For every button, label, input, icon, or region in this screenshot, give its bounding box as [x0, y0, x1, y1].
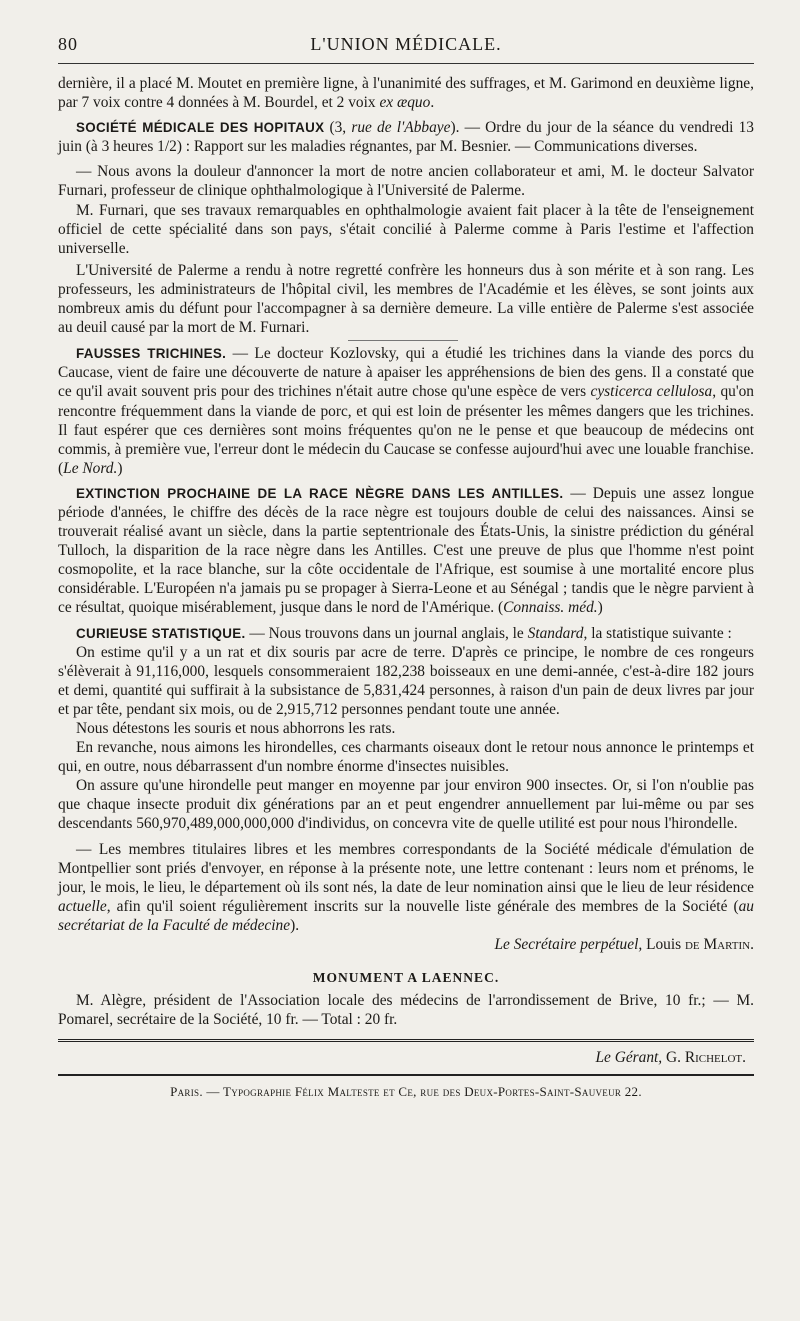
paragraph-rats-estimate: On estime qu'il y a un rat et dix souris par acre de terre. D'après ce principe, le nombre de ces rongeurs s'élèverait à 91,116,000, lesquels consommeraient 182,238 boisseaux en une demi-année, c'est-à-dire 182 jours et demi, quantité qui suffirait à la subsistance de 5,831,424 personnes, à raison d'un pain de deux livres par jour et par tête, pendant six mois, ou de 2,915,712 personnes pendant toute une année. [58, 643, 754, 718]
header-rule [58, 63, 754, 64]
paragraph-hirondelles: En revanche, nous aimons les hirondelles, ces charmants oiseaux dont le retour nous annonce le printemps et qui, en outre, nous débarrassent d'un nombre énorme d'insectes nuisibles. [58, 739, 754, 776]
paragraph-montpellier: — Les membres titulaires libres et les membres correspondants de la Société médicale d'émulation de Montpellier sont priés d'envoyer, en réponse à la présente note, une lettre contenant : leurs nom et prénoms, le jour, le mois, le lieu, le département où ils sont nés, la date de leur nomination ainsi que le lieu de leur résidence actuelle, afin qu'il soient régulièrement inscrits sur la nouvelle liste générale des membres de la Société (au secrétariat de la Faculté de médecine). [58, 840, 754, 934]
page-header [58, 34, 754, 60]
paragraph-rats-dislike: Nous détestons les souris et nous abhorrons les rats. [76, 720, 396, 737]
article-body [58, 74, 754, 1101]
page-number: 80 [58, 34, 78, 54]
rubric-heading: CURIEUSE STATISTIQUE. [76, 625, 246, 641]
paragraph-furnari-honors: L'Université de Palerme a rendu à notre regretté confrère les honneurs dus à son mérite et à son rang. Les professeurs, les administrateurs de l'hôpital civil, les membres de l'Académie et les élèves, se sont joints aux nombreux amis du défunt pour l'accompagner à sa dernière demeure. La ville entière de Palerme s'est associée au deuil causé par la mort de M. Furnari. [58, 261, 754, 337]
paragraph-curieuse-statistique: CURIEUSE STATISTIQUE. — Nous trouvons dans un journal anglais, le Standard, la statistique suivante : [76, 624, 732, 642]
printer-imprint: Paris. — Typographie Félix Malteste et Ce, rue des Deux-Portes-Saint-Sauveur 22. [170, 1083, 642, 1099]
section-divider [348, 340, 458, 341]
rubric-heading: EXTINCTION PROCHAINE DE LA RACE NÈGRE DANS LES ANTILLES. [76, 485, 564, 501]
paragraph-societe-medicale: SOCIÉTÉ MÉDICALE DES HOPITAUX (3, rue de l'Abbaye). — Ordre du jour de la séance du vendredi 13 juin (à 3 heures 1/2) : Rapport sur les maladies régnantes, par M. Besnier. — Communications diverses. [58, 119, 754, 156]
paragraph-election: dernière, il a placé M. Moutet en première ligne, à l'unanimité des suffrages, et M. Garimond en deuxième ligne, par 7 voix contre 4 données à M. Bourdel, et 2 voix ex æquo. [58, 75, 754, 112]
rubric-heading: SOCIÉTÉ MÉDICALE DES HOPITAUX [76, 120, 325, 136]
paragraph-furnari-death: — Nous avons la douleur d'annoncer la mort de notre ancien collaborateur et ami, M. le docteur Salvator Furnari, professeur de clinique ophthalmologique à l'Université de Palerme. [58, 163, 754, 200]
paragraph-extinction: EXTINCTION PROCHAINE DE LA RACE NÈGRE DANS LES ANTILLES. — Depuis une assez longue période d'années, le chiffre des décès de la race nègre est toujours double de celui des naissances. Ainsi se trouverait réalisé avant un siècle, dans la partie septentrionale des États-Unis, la sinistre prédiction du général Tulloch, la disparition de la race nègre dans les Antilles. C'est une preuve de plus que l'homme n'est point cosmopolite, et la race blanche, sur la côte occidentale de l'Afrique, est soumise à une mortalité encore plus considérable. L'Européen n'a jamais pu se propager à Sierra-Leone et au Sénégal ; tandis que le nègre parvient à ce résultat, quoique misérablement, jusque dans le nord de l'Amérique. (Connaiss. méd.) [58, 484, 754, 617]
footer-double-rule [58, 1039, 754, 1042]
paragraph-insectes: On assure qu'une hirondelle peut manger en moyenne par jour environ 900 insectes. Or, si l'on n'oublie pas que chaque insecte produit dix générations par an et peut engendrer annuellement par lui-même ou par ses descendants 560,970,489,000,000,000 d'individus, on concevra vite de quelle utilité est pour nous l'hirondelle. [58, 777, 754, 833]
paragraph-fausses-trichines: FAUSSES TRICHINES. — Le docteur Kozlovsky, qui a étudié les trichines dans la viande des porcs du Caucase, vient de faire une découverte de nature à apaiser les appréhensions de bien des gens. Il a constaté que ce qu'il avait souvent pris pour des trichines n'était autre chose qu'une espèce de vers cysticerca cellulosa, qu'on rencontre fréquemment dans la viande de porc, et qui est loin de présenter les mêmes dangers que les trichines. Il faut espérer que ces dernières sont moins fréquentes qu'on ne le pense et que beaucoup de médecins ont commis, à première vue, l'erreur dont le médecin du Caucase se confesse aujourd'hui avec une louable franchise. (Le Nord.) [58, 345, 754, 477]
paragraph-monument: M. Alègre, président de l'Association locale des médecins de l'arrondissement de Brive, 10 fr.; — M. Pomarel, secrétaire de la Société, 10 fr. — Total : 20 fr. [58, 992, 754, 1029]
footer-rule [58, 1074, 754, 1076]
signature-line: Le Secrétaire perpétuel, Louis de Martin. [494, 936, 754, 954]
gerant-signature: Le Gérant, G. Richelot. [595, 1049, 746, 1067]
rubric-heading: FAUSSES TRICHINES. [76, 346, 227, 362]
paragraph-furnari-career: M. Furnari, que ses travaux remarquables en ophthalmologie avaient fait placer à la tête de l'enseignement officiel de cette spécialité dans son pays, s'était concilié à Palerme comme à Paris l'estime et l'affection universelle. [58, 201, 754, 257]
monument-title: MONUMENT A LAENNEC. [312, 970, 500, 986]
running-title: L'UNION MÉDICALE. [310, 34, 502, 54]
